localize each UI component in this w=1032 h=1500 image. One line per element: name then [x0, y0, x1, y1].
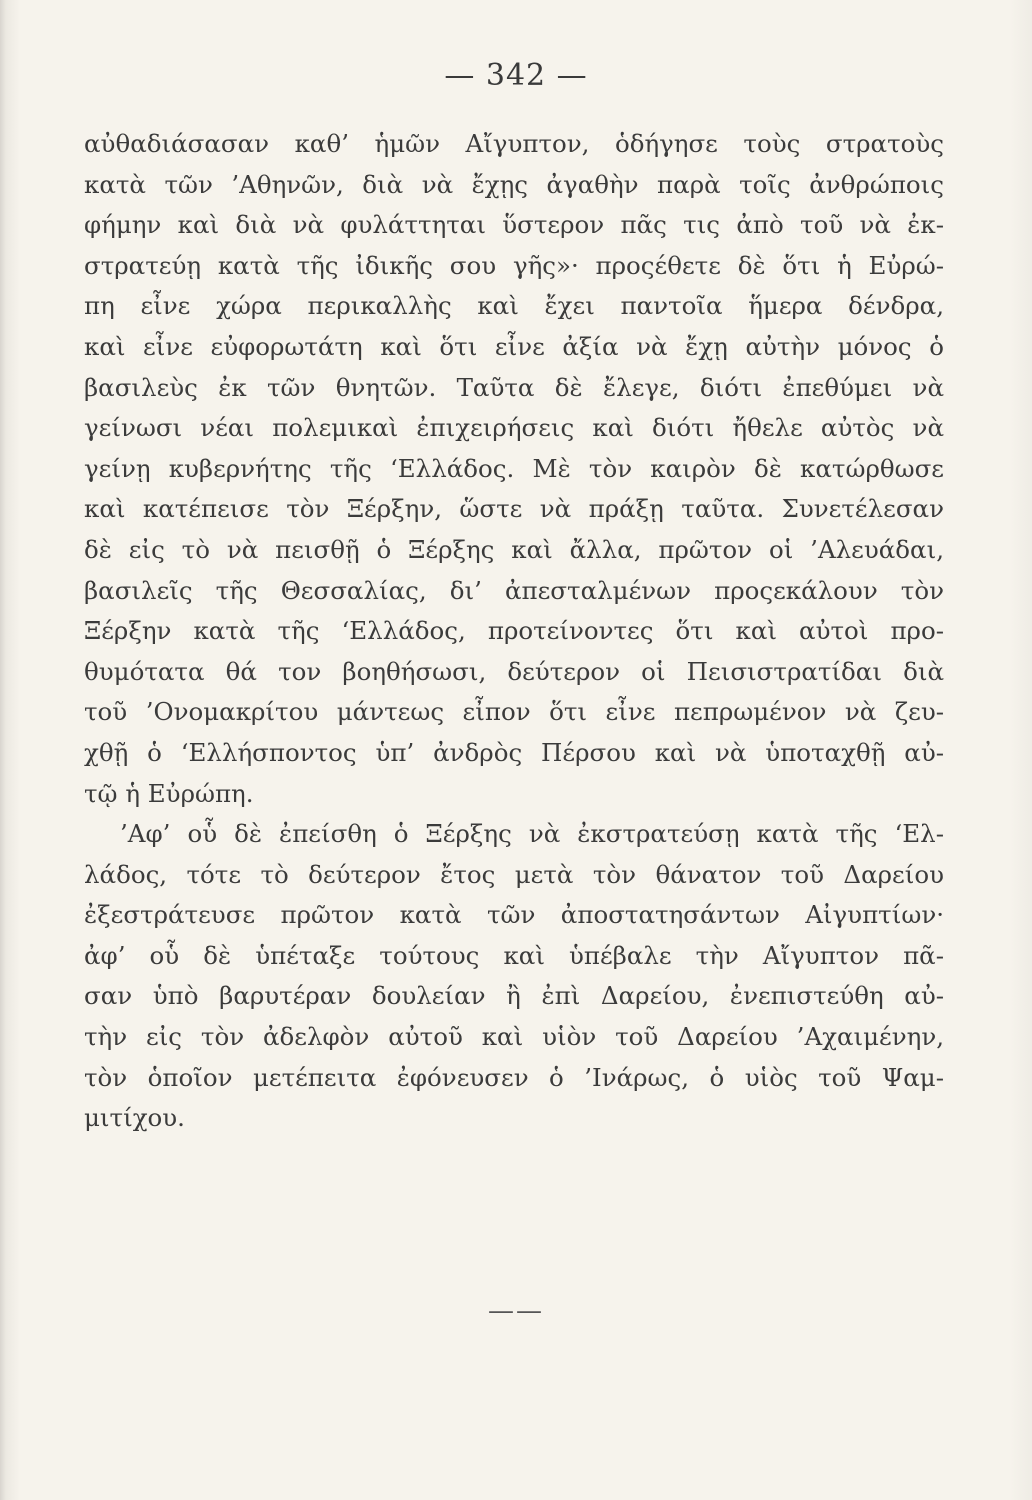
- text-line: τοῦ ’Ονομακρίτου μάντεως εἶπον ὅτι εἶνε πεπρωμένον νὰ ζευ-: [84, 697, 944, 727]
- text-line: αὐθαδιάσασαν καθ’ ἡμῶν Αἴγυπτον, ὁδήγησε τοὺς στρατοὺς: [84, 129, 944, 158]
- text-line: μιτίχου.: [84, 1103, 185, 1133]
- end-mark: ——: [488, 1296, 544, 1326]
- text-line: βασιλεὺς ἐκ τῶν θνητῶν. Ταῦτα δὲ ἔλεγε, διότι ἐπεθύμει νὰ: [84, 372, 944, 402]
- text-line: καὶ εἶνε εὐφορωτάτη καὶ ὅτι εἶνε ἀξία νὰ ἔχῃ αὐτὴν μόνος ὁ: [84, 331, 944, 361]
- text-line: θυμότατα θά τον βοηθήσωσι, δεύτερον οἱ Πεισιστρατίδαι διὰ: [84, 656, 944, 686]
- text-line: βασιλεῖς τῆς Θεσσαλίας, δι’ ἀπεσταλμένων προςεκάλουν τὸν: [84, 575, 944, 605]
- text-line: καὶ κατέπεισε τὸν Ξέρξην, ὥστε νὰ πράξῃ ταῦτα. Συνετέλεσαν: [84, 494, 944, 524]
- text-line: σαν ὑπὸ βαρυτέραν δουλείαν ἢ ἐπὶ Δαρείου, ἐνεπιστεύθη αὐ-: [84, 981, 944, 1011]
- text-line: τὸν ὁποῖον μετέπειτα ἐφόνευσεν ὁ ’Ινάρως, ὁ υἱὸς τοῦ Ψαμ-: [84, 1062, 944, 1092]
- paragraph-2: [84, 814, 944, 1139]
- page-body: [84, 124, 944, 1139]
- text-line: Ξέρξην κατὰ τῆς ‘Ελλάδος, προτείνοντες ὅτι καὶ αὐτοὶ προ-: [84, 616, 944, 646]
- page-number: — 342 —: [444, 58, 588, 93]
- text-line: γείνῃ κυβερνήτης τῆς ‘Ελλάδος. Μὲ τὸν καιρὸν δὲ κατώρθωσε: [84, 453, 944, 483]
- text-line: χθῇ ὁ ‘Ελλήσποντος ὑπ’ ἀνδρὸς Πέρσου καὶ νὰ ὑποταχθῇ αὐ-: [84, 737, 944, 767]
- text-line: κατὰ τῶν ’Αθηνῶν, διὰ νὰ ἔχῃς ἀγαθὴν παρὰ τοῖς ἀνθρώποις: [84, 169, 944, 199]
- text-line: ἐξεστράτευσε πρῶτον κατὰ τῶν ἀποστατησάντων Αἰγυπτίων·: [84, 900, 944, 930]
- text-line: ’Αφ’ οὗ δὲ ἐπείσθη ὁ Ξέρξης νὰ ἐκστρατεύσῃ κατὰ τῆς ‘Ελ-: [120, 819, 944, 849]
- text-line: δὲ εἰς τὸ νὰ πεισθῇ ὁ Ξέρξης καὶ ἄλλα, πρῶτον οἱ ’Αλευάδαι,: [84, 534, 944, 564]
- text-line: φήμην καὶ διὰ νὰ φυλάττηται ὕστερον πᾶς τις ἀπὸ τοῦ νὰ ἐκ-: [84, 210, 944, 240]
- text-line: πη εἶνε χώρα περικαλλὴς καὶ ἔχει παντοῖα ἥμερα δένδρα,: [84, 291, 944, 321]
- text-line: γείνωσι νέαι πολεμικαὶ ἐπιχειρήσεις καὶ διότι ἤθελε αὐτὸς νὰ: [84, 413, 944, 443]
- text-line: στρατεύῃ κατὰ τῆς ἰδικῆς σου γῆς»· προςέθετε δὲ ὅτι ἡ Εὐρώ-: [84, 250, 944, 280]
- text-line: ἀφ’ οὗ δὲ ὑπέταξε τούτους καὶ ὑπέβαλε τὴν Αἴγυπτον πᾶ-: [84, 940, 944, 970]
- text-line: λάδος, τότε τὸ δεύτερον ἔτος μετὰ τὸν θάνατον τοῦ Δαρείου: [84, 859, 944, 889]
- paragraph-1: [84, 124, 944, 814]
- text-line: τὴν εἰς τὸν ἀδελφὸν αὐτοῦ καὶ υἱὸν τοῦ Δαρείου ’Αχαιμένην,: [84, 1022, 944, 1052]
- text-line: τῷ ἡ Εὐρώπη.: [84, 778, 254, 808]
